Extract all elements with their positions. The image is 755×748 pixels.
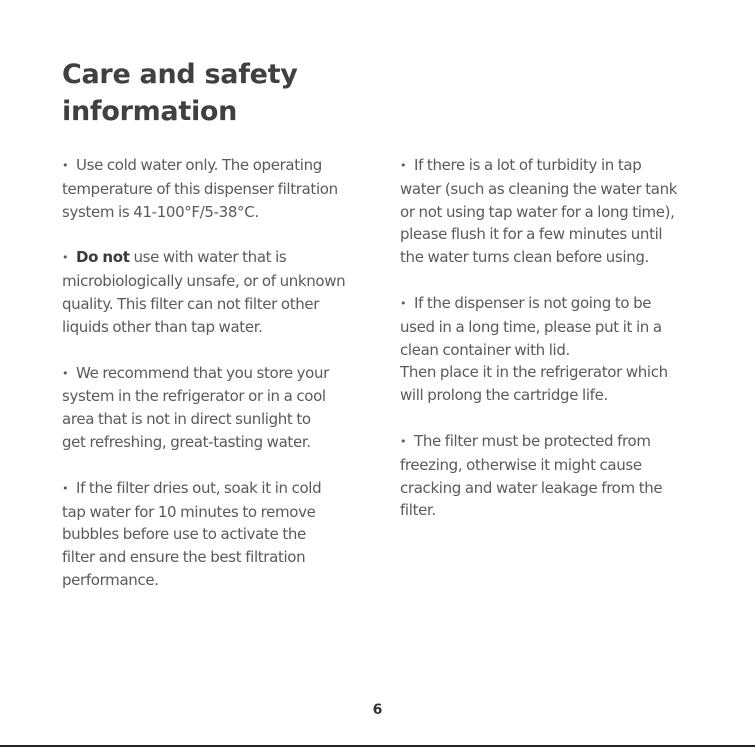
paragraph-cold-water	[62, 154, 362, 223]
bullet-icon: •	[62, 251, 69, 265]
emphasis-text: Do not	[76, 248, 130, 267]
page-title	[62, 56, 298, 130]
paragraph-text: cracking and water leakage from the	[400, 478, 663, 497]
paragraph-dry-filter	[62, 477, 362, 592]
paragraph-text: system is 41-100°F/5-38°C.	[62, 202, 259, 221]
paragraph-text: use with water that is	[129, 248, 287, 267]
paragraph-text: filter and ensure the best filtration	[62, 548, 306, 567]
paragraph-text: temperature of this dispenser filtration	[62, 179, 338, 198]
paragraph-text: If the dispenser is not going to be	[414, 293, 652, 312]
paragraph-freezing	[400, 430, 700, 522]
bullet-icon: •	[400, 296, 407, 310]
paragraph-text: If there is a lot of turbidity in tap	[414, 156, 642, 174]
paragraph-text: If the filter dries out, soak it in cold	[76, 478, 322, 497]
paragraph-text: freezing, otherwise it might cause	[400, 455, 642, 474]
paragraph-text: bubbles before use to activate the	[62, 525, 306, 544]
paragraph-long-storage	[400, 292, 700, 407]
paragraph-turbidity	[400, 154, 700, 269]
right-column	[400, 154, 700, 545]
title-line-1: Care and safety	[62, 59, 298, 90]
paragraph-text: Use cold water only. The operating	[76, 156, 322, 174]
paragraph-text: please flush it for a few minutes until	[400, 225, 663, 244]
title-line-2: information	[62, 96, 238, 127]
paragraph-text: system in the refrigerator or in a cool	[62, 387, 326, 406]
bullet-icon: •	[400, 159, 407, 172]
bullet-icon: •	[62, 481, 69, 495]
paragraph-text: clean container with lid.	[400, 340, 570, 359]
paragraph-text: performance.	[62, 570, 159, 589]
bullet-icon: •	[400, 434, 407, 448]
paragraph-text: quality. This filter can not filter other	[62, 294, 320, 313]
paragraph-text: tap water for 10 minutes to remove	[62, 502, 316, 521]
paragraph-text: area that is not in direct sunlight to	[62, 410, 311, 429]
paragraph-text: Then place it in the refrigerator which	[400, 363, 668, 382]
paragraph-text: The filter must be protected from	[414, 431, 651, 450]
paragraph-text: will prolong the cartridge life.	[400, 386, 608, 405]
paragraph-text: the water turns clean before using.	[400, 248, 649, 267]
left-column	[62, 154, 362, 615]
paragraph-do-not	[62, 246, 362, 338]
paragraph-storage	[62, 362, 362, 454]
paragraph-text: microbiologically unsafe, or of unknown	[62, 272, 346, 291]
paragraph-text: water (such as cleaning the water tank	[400, 179, 678, 198]
bullet-icon: •	[62, 366, 69, 380]
paragraph-text: used in a long time, please put it in a	[400, 317, 662, 336]
paragraph-text: get refreshing, great-tasting water.	[62, 432, 311, 451]
paragraph-text: filter.	[400, 501, 436, 520]
paragraph-text: liquids other than tap water.	[62, 317, 263, 336]
page-number: 6	[372, 702, 383, 718]
paragraph-text: or not using tap water for a long time),	[400, 202, 675, 221]
bullet-icon: •	[62, 159, 69, 172]
bottom-divider	[0, 745, 755, 747]
paragraph-text: We recommend that you store your	[76, 363, 329, 382]
